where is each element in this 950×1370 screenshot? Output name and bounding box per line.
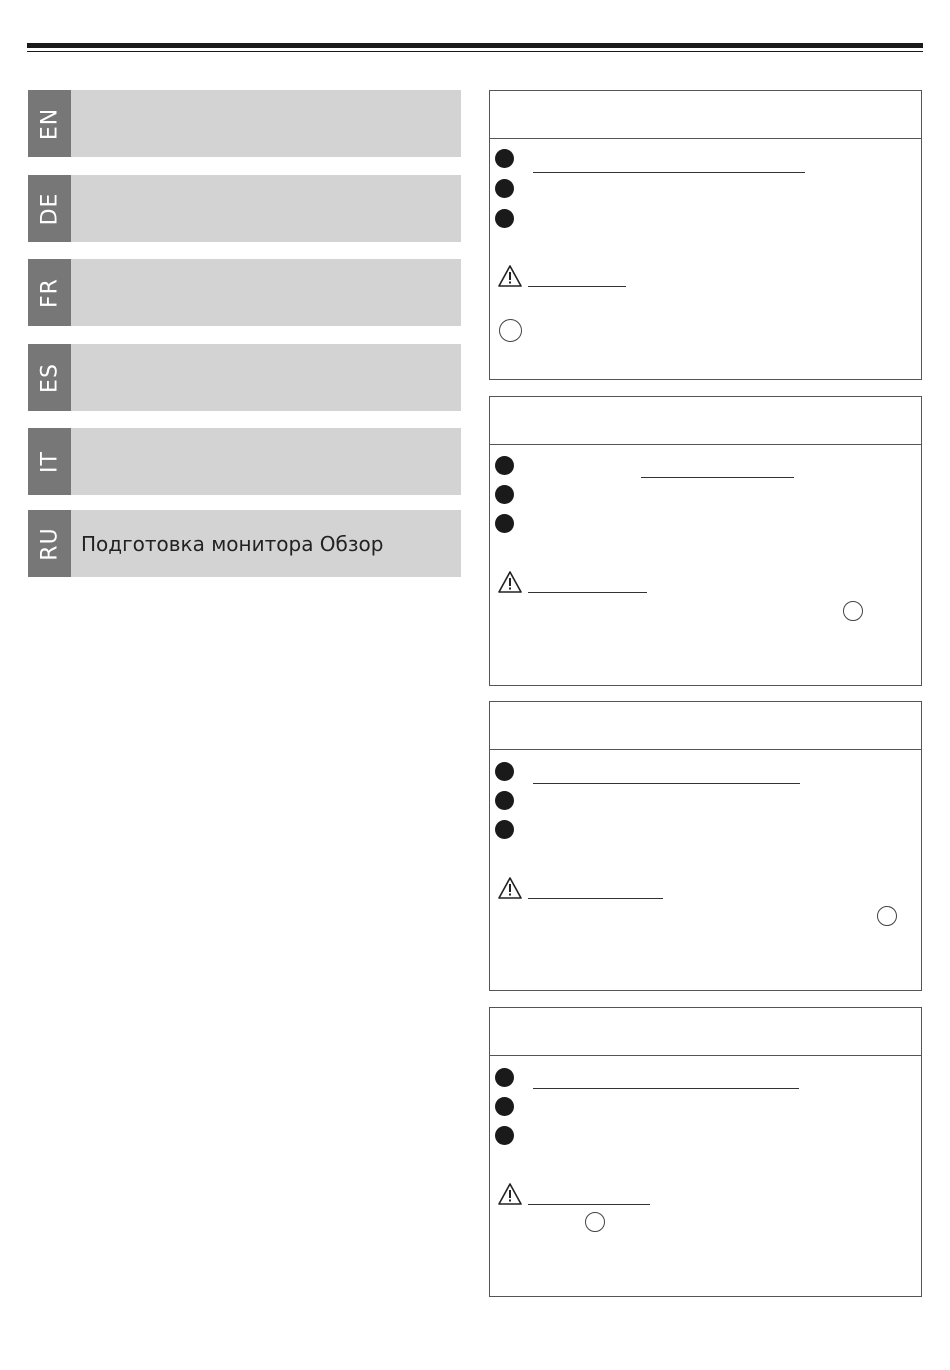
language-tab-it[interactable] [28,428,461,495]
step-3-icon [495,820,514,839]
language-code: EN [37,107,62,140]
language-tab-es[interactable] [28,344,461,411]
reference-circle-icon [843,601,863,621]
step-3-icon [495,209,514,228]
instruction-panel [489,701,922,991]
step-1-underline [641,477,794,478]
language-code: ES [37,362,62,393]
panel-header [490,702,921,750]
language-code-box [28,510,71,577]
language-code-box [28,175,71,242]
language-code: DE [37,192,62,225]
warning-icon [498,265,522,287]
language-tab-fr[interactable] [28,259,461,326]
language-tab-en[interactable] [28,90,461,157]
language-code: RU [37,526,62,561]
panel-header [490,91,921,139]
language-label: Подготовка монитора Обзор [81,531,384,556]
step-1-icon [495,762,514,781]
instruction-panel [489,396,922,686]
step-1-underline [533,172,805,173]
warning-underline [528,592,647,593]
warning-underline [528,898,663,899]
header-rule-thick [27,43,923,48]
step-1-underline [533,783,800,784]
language-code-box [28,344,71,411]
reference-circle-icon [877,906,897,926]
language-tab-de[interactable] [28,175,461,242]
warning-icon [498,1183,522,1205]
reference-circle-icon [585,1212,605,1232]
step-3-icon [495,514,514,533]
instruction-panel [489,90,922,380]
language-code-box [28,428,71,495]
language-code: FR [37,277,62,308]
language-code-box [28,90,71,157]
warning-icon [498,571,522,593]
warning-underline [528,286,626,287]
language-code: IT [37,450,62,473]
language-tab-ru[interactable] [28,510,461,577]
panel-header [490,397,921,445]
step-1-icon [495,1068,514,1087]
panel-header [490,1008,921,1056]
step-1-icon [495,149,514,168]
reference-circle-icon [499,319,522,342]
step-2-icon [495,485,514,504]
language-code-box [28,259,71,326]
step-2-icon [495,1097,514,1116]
step-1-underline [533,1088,799,1089]
step-2-icon [495,179,514,198]
step-3-icon [495,1126,514,1145]
warning-icon [498,877,522,899]
step-1-icon [495,456,514,475]
step-2-icon [495,791,514,810]
header-rule-thin [27,51,923,52]
instruction-panel [489,1007,922,1297]
warning-underline [528,1204,650,1205]
